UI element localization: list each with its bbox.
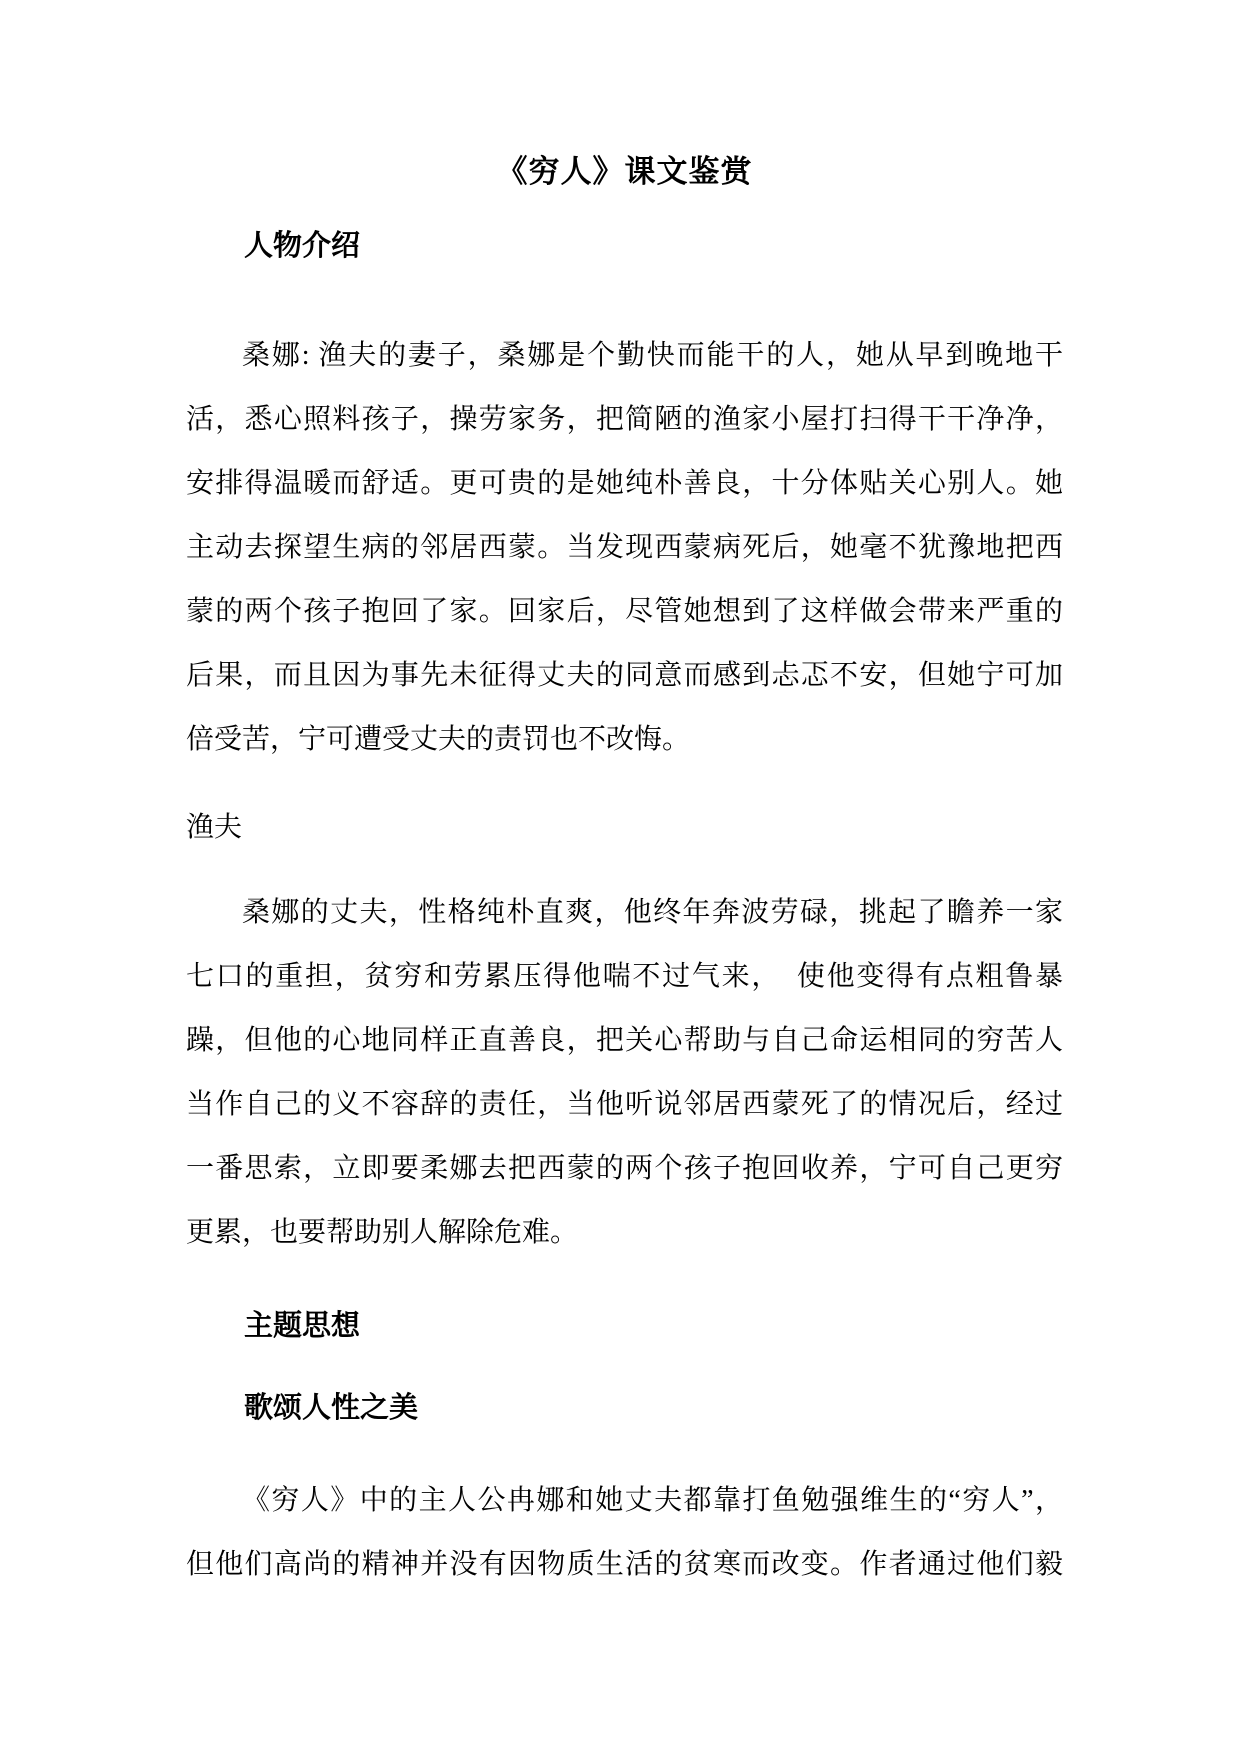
heading-theme: 主题思想 <box>244 1310 361 1342</box>
text-line: 桑娜: 渔夫的妻子，桑娜是个勤快而能干的人，她从早到晚地干 <box>242 340 1063 371</box>
label-yufu: 渔夫 <box>186 812 243 843</box>
heading-praise: 歌颂人性之美 <box>244 1392 419 1424</box>
text-line: 安排得温暖而舒适。更可贵的是她纯朴善良，十分体贴关心别人。她 <box>186 468 1063 499</box>
text-line: 更累，也要帮助别人解除危难。 <box>186 1217 579 1248</box>
text-line: 当作自己的义不容辞的责任，当他听说邻居西蒙死了的情况后，经过 <box>186 1089 1063 1120</box>
text-line: 活，悉心照料孩子，操劳家务，把简陋的渔家小屋打扫得干干净净， <box>186 404 1063 435</box>
text-line: 主动去探望生病的邻居西蒙。当发现西蒙病死后，她毫不犹豫地把西 <box>186 532 1063 563</box>
page-title: 《穷人》课文鉴赏 <box>496 154 753 189</box>
paragraph-poor <box>186 1469 1063 1597</box>
text-line: 倍受苦，宁可遭受丈夫的责罚也不改悔。 <box>186 724 691 755</box>
text-line: 七口的重担，贫穷和劳累压得他喘不过气来， 使他变得有点粗鲁暴 <box>186 961 1063 992</box>
text-line: 蒙的两个孩子抱回了家。回家后，尽管她想到了这样做会带来严重的 <box>186 596 1063 627</box>
paragraph-yufu <box>186 881 1063 1265</box>
text-line: 躁，但他的心地同样正直善良，把关心帮助与自己命运相同的穷苦人 <box>186 1025 1063 1056</box>
text-line: 一番思索，立即要柔娜去把西蒙的两个孩子抱回收养，宁可自己更穷 <box>186 1153 1063 1184</box>
heading-characters: 人物介绍 <box>244 230 361 262</box>
text-line: 但他们高尚的精神并没有因物质生活的贫寒而改变。作者通过他们毅 <box>186 1549 1063 1580</box>
text-line: 《穷人》中的主人公冉娜和她丈夫都靠打鱼勉强维生的“穷人”， <box>242 1485 1063 1516</box>
text-line: 后果，而且因为事先未征得丈夫的同意而感到忐忑不安，但她宁可加 <box>186 660 1063 691</box>
text-line: 桑娜的丈夫，性格纯朴直爽，他终年奔波劳碌，挑起了瞻养一家 <box>242 897 1063 928</box>
paragraph-sangna <box>186 324 1063 772</box>
